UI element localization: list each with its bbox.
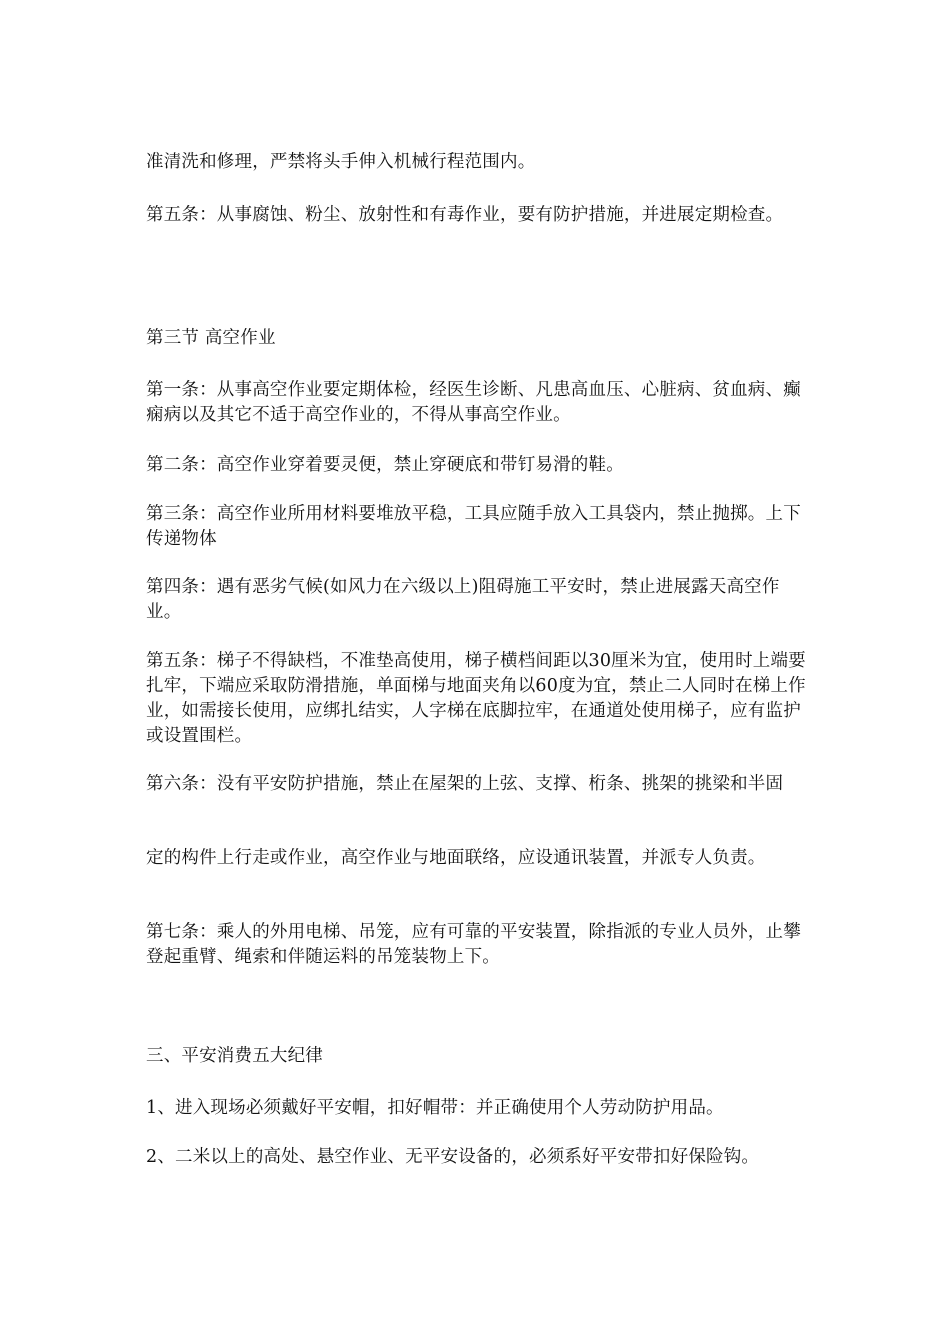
paragraph-cleaning-repair: 准清洗和修理，严禁将头手伸入机械行程范围内。 bbox=[146, 152, 536, 172]
section-heading-high-altitude: 第三节 高空作业 bbox=[146, 328, 276, 348]
paragraph-article-6-continued: 定的构件上行走或作业，高空作业与地面联络，应设通讯装置，并派专人负责。 bbox=[146, 848, 766, 868]
paragraph-article-3: 第三条：高空作业所用材料要堆放平稳，工具应随手放入工具袋内，禁止抛掷。上下传递物体 bbox=[146, 504, 801, 549]
section-heading-five-disciplines: 三、平安消费五大纪律 bbox=[146, 1046, 323, 1066]
paragraph-article-5-hazard: 第五条：从事腐蚀、粉尘、放射性和有毒作业，要有防护措施，并进展定期检查。 bbox=[146, 205, 784, 225]
paragraph-article-4: 第四条：遇有恶劣气候(如风力在六级以上)阻碍施工平安时，禁止进展露天高空作业。 bbox=[146, 577, 780, 622]
paragraph-article-2: 第二条：高空作业穿着要灵便，禁止穿硬底和带钉易滑的鞋。 bbox=[146, 455, 624, 475]
paragraph-article-5-ladder: 第五条：梯子不得缺档，不准垫高使用，梯子横档间距以30厘米为宜，使用时上端要扎牢，下端应采取防滑措施，单面梯与地面夹角以60度为宜，禁止二人同时在梯上作业，如需接长使用，应绑扎结实，人字梯在底脚拉牢，在通道处使用梯子，应有监护或设置围栏。 bbox=[146, 651, 806, 746]
paragraph-article-6: 第六条：没有平安防护措施，禁止在屋架的上弦、支撑、桁条、挑架的挑梁和半固 bbox=[146, 774, 784, 794]
list-item-discipline-2: 2、二米以上的高处、悬空作业、无平安设备的，必须系好平安带扣好保险钩。 bbox=[146, 1147, 760, 1167]
paragraph-article-1: 第一条：从事高空作业要定期体检，经医生诊断、凡患高血压、心脏病、贫血病、癫痫病以及其它不适于高空作业的，不得从事高空作业。 bbox=[146, 380, 801, 425]
list-item-discipline-1: 1、进入现场必须戴好平安帽，扣好帽带：并正确使用个人劳动防护用品。 bbox=[146, 1098, 724, 1118]
paragraph-article-7: 第七条：乘人的外用电梯、吊笼，应有可靠的平安装置，除指派的专业人员外，止攀登起重臂、绳索和伴随运料的吊笼装物上下。 bbox=[146, 922, 801, 967]
